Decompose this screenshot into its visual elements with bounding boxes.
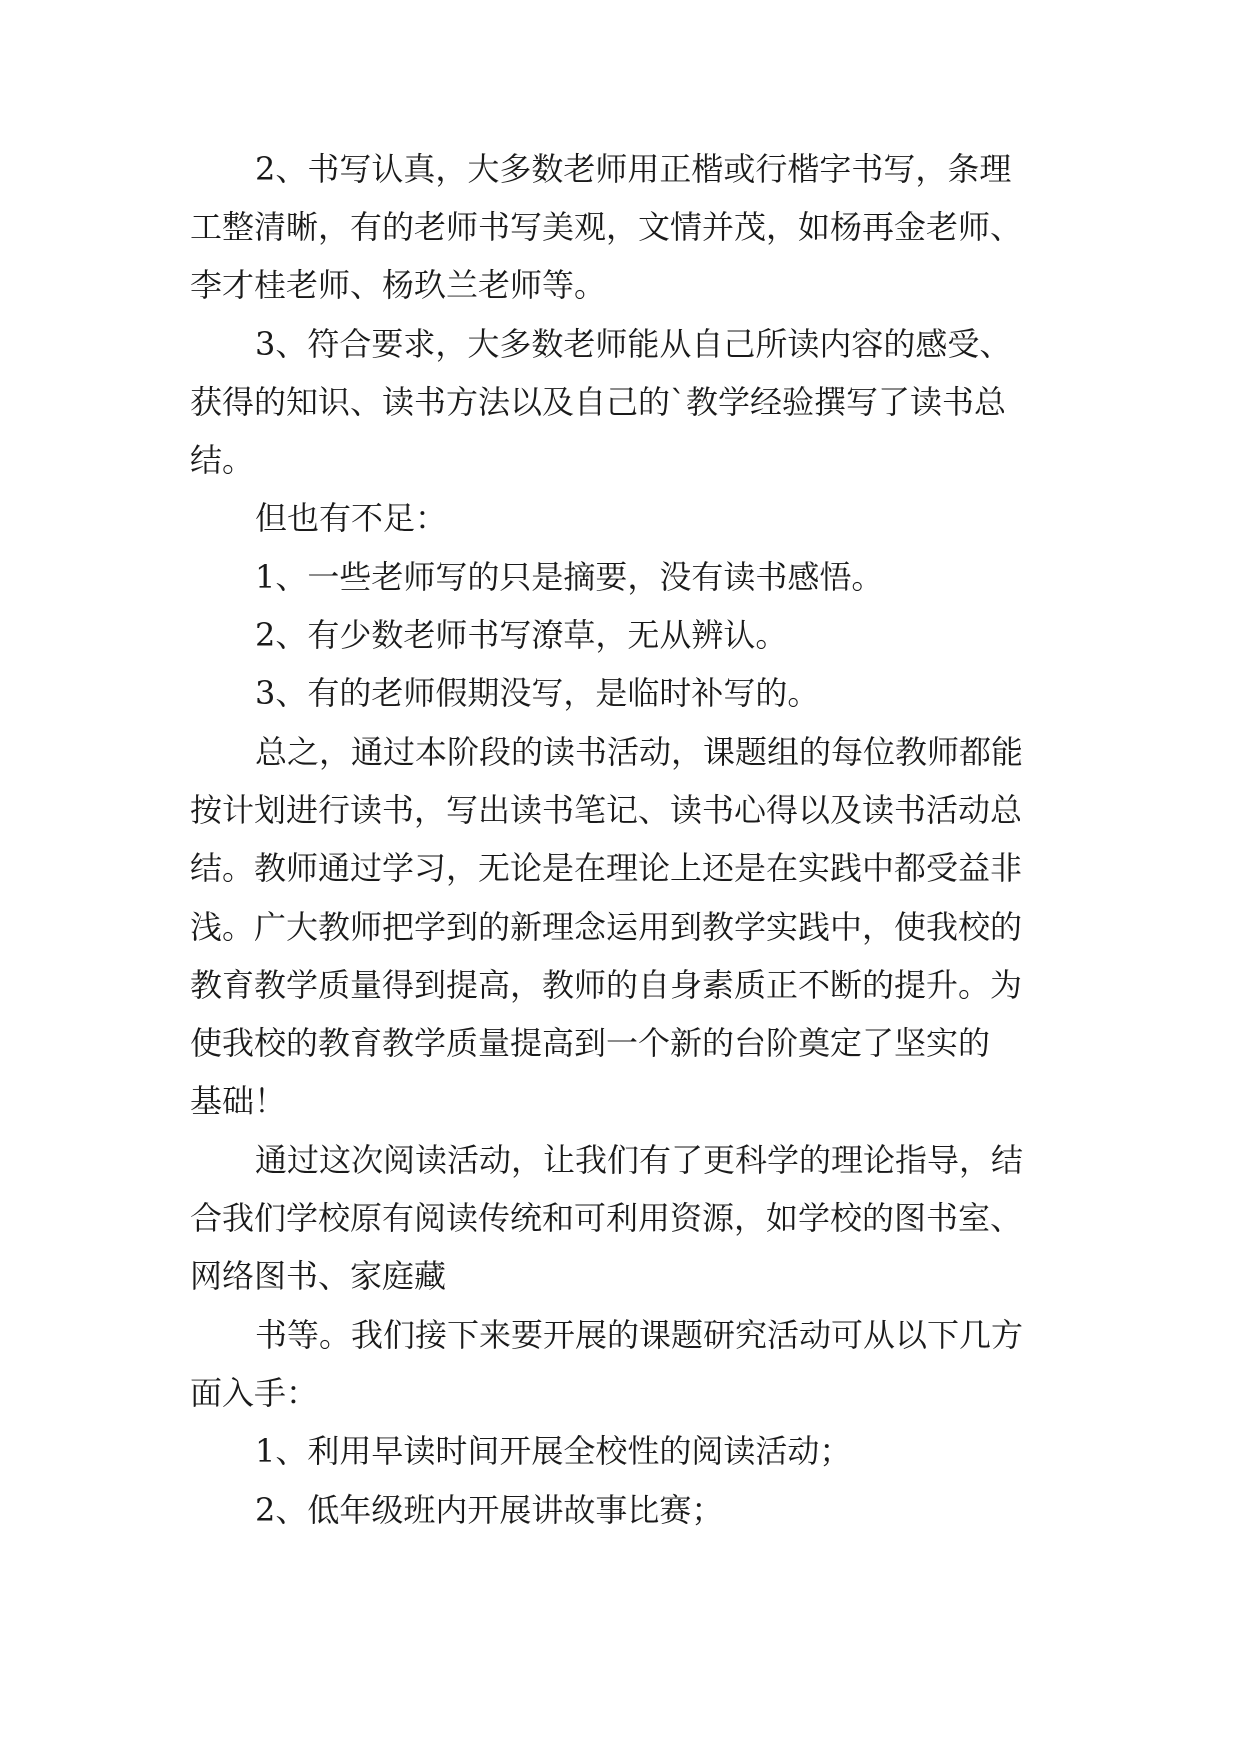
text-line: 1、利用早读时间开展全校性的阅读活动； [255,1432,852,1470]
text-line: 面入手： [190,1374,319,1412]
text-line: 通过这次阅读活动，让我们有了更科学的理论指导，结 [255,1141,1024,1179]
text-line: 但也有不足： [255,499,448,537]
text-line: 结。教师通过学习，无论是在理论上还是在实践中都受益非 [190,849,1023,887]
text-line: 李才桂老师、杨玖兰老师等。 [190,266,607,304]
text-line: 使我校的教育教学质量提高到一个新的台阶奠定了坚实的 [190,1024,991,1062]
text-line: 工整清晰，有的老师书写美观，文情并茂，如杨再金老师、 [190,208,1023,246]
text-line: 获得的知识、读书方法以及自己的`教学经验撰写了读书总 [190,383,1007,421]
text-line: 按计划进行读书，写出读书笔记、读书心得以及读书活动总 [190,791,1023,829]
text-line: 2、书写认真，大多数老师用正楷或行楷字书写，条理 [255,150,1012,188]
text-line: 浅。广大教师把学到的新理念运用到教学实践中，使我校的 [190,908,1023,946]
text-line: 书等。我们接下来要开展的课题研究活动可从以下几方 [255,1316,1024,1354]
text-line: 3、符合要求，大多数老师能从自己所读内容的感受、 [255,325,1012,363]
text-line: 3、有的老师假期没写，是临时补写的。 [255,674,820,712]
text-line: 教育教学质量得到提高，教师的自身素质正不断的提升。为 [190,966,1023,1004]
text-line: 结。 [190,441,255,479]
text-line: 合我们学校原有阅读传统和可利用资源，如学校的图书室、 [190,1199,1023,1237]
text-line: 2、低年级班内开展讲故事比赛； [255,1491,724,1529]
text-line: 基础！ [190,1082,287,1120]
text-line: 总之，通过本阶段的读书活动，课题组的每位教师都能 [255,733,1024,771]
text-line: 网络图书、家庭藏 [190,1257,447,1295]
text-line: 1、一些老师写的只是摘要，没有读书感悟。 [255,558,884,596]
text-line: 2、有少数老师书写潦草，无从辨认。 [255,616,788,654]
